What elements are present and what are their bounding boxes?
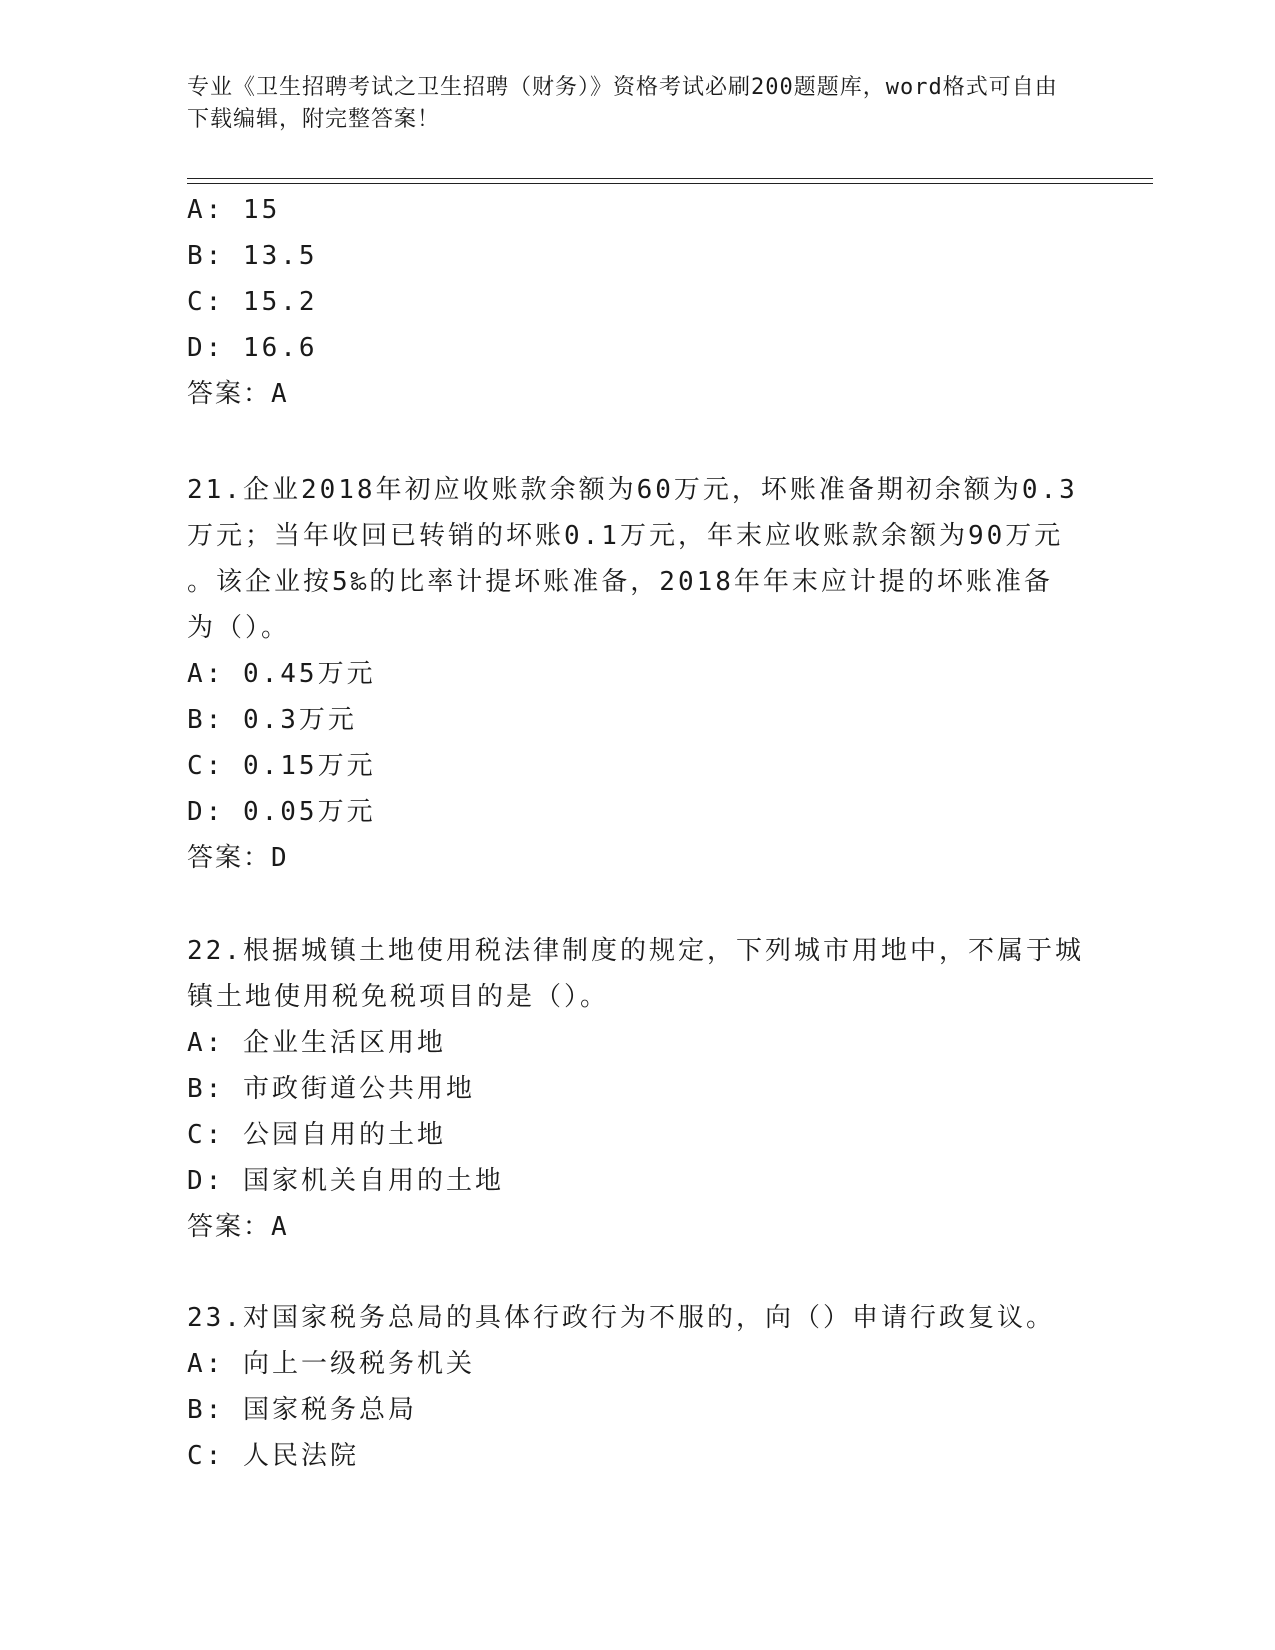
question-23 <box>187 1295 1087 1479</box>
question-text-line: 22.根据城镇土地使用税法律制度的规定，下列城市用地中，不属于城 <box>187 936 1084 966</box>
option-a: A: 15 <box>187 195 281 225</box>
option-d: D: 16.6 <box>187 333 318 363</box>
option-c: C: 15.2 <box>187 287 318 317</box>
question-text-line: 23.对国家税务总局的具体行政行为不服的，向（）申请行政复议。 <box>187 1303 1055 1333</box>
answer: 答案：D <box>187 843 289 873</box>
question-text-line: 镇土地使用税免税项目的是（）。 <box>187 982 610 1012</box>
option-c: C: 0.15万元 <box>187 751 376 781</box>
header-title: 专业《卫生招聘考试之卫生招聘（财务）》资格考试必刷200题题库，word格式可自由下载编辑，附完整答案！ <box>187 75 1058 132</box>
option-a: A: 企业生活区用地 <box>187 1028 446 1058</box>
question-21 <box>187 467 1087 881</box>
question-text-line: 。该企业按5‰的比率计提坏账准备，2018年年末应计提的坏账准备 <box>187 567 1053 597</box>
option-a: A: 向上一级税务机关 <box>187 1349 475 1379</box>
option-d: D: 国家机关自用的土地 <box>187 1166 504 1196</box>
option-a: A: 0.45万元 <box>187 659 376 689</box>
header-rule-bottom <box>187 183 1153 184</box>
header-rule-top <box>187 178 1153 179</box>
question-text-line: 万元；当年收回已转销的坏账0.1万元，年末应收账款余额为90万元 <box>187 521 1064 551</box>
answer: 答案：A <box>187 379 289 409</box>
option-b: B: 13.5 <box>187 241 318 271</box>
option-c: C: 公园自用的土地 <box>187 1120 446 1150</box>
prev-question <box>187 187 1087 417</box>
option-b: B: 国家税务总局 <box>187 1395 417 1425</box>
option-c: C: 人民法院 <box>187 1441 359 1471</box>
answer: 答案：A <box>187 1212 289 1242</box>
question-text-line: 为（）。 <box>187 613 291 643</box>
question-22 <box>187 928 1087 1250</box>
option-d: D: 0.05万元 <box>187 797 376 827</box>
question-text-line: 21.企业2018年初应收账款余额为60万元，坏账准备期初余额为0.3 <box>187 475 1078 505</box>
option-b: B: 0.3万元 <box>187 705 357 735</box>
document-header <box>187 72 1067 136</box>
option-b: B: 市政街道公共用地 <box>187 1074 475 1104</box>
